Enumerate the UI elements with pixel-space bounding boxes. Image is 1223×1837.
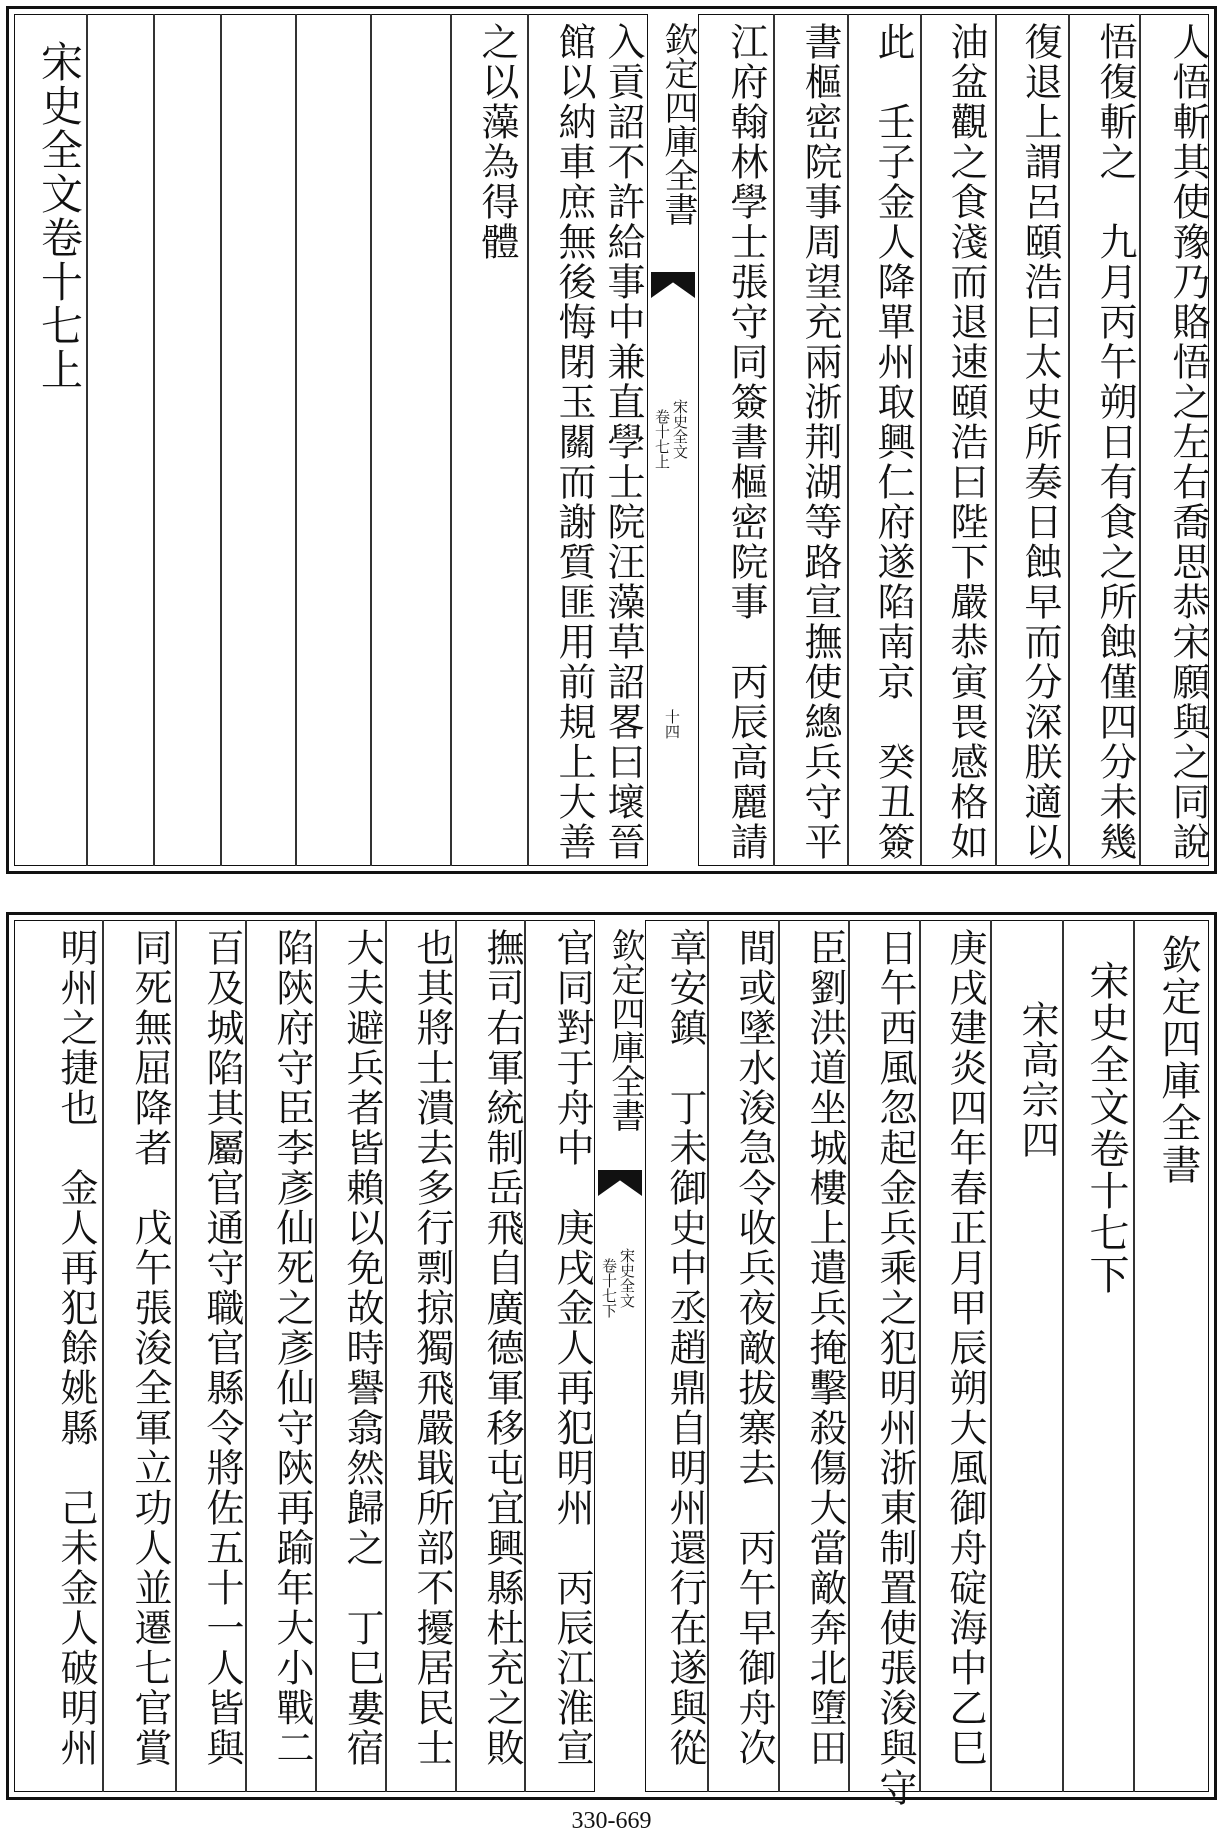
column-rule	[707, 920, 709, 1792]
centre-header: 欽定四庫全書	[605, 928, 645, 1132]
column-rule	[995, 14, 997, 866]
text-column: 庚戌建炎四年春正月甲辰朔大風御舟碇海中乙巳	[943, 928, 987, 1768]
column-rule	[527, 14, 529, 866]
text-column: 百及城陷其屬官通守職官縣令將佐五十一人皆與	[200, 928, 244, 1768]
column-rule	[245, 920, 247, 1792]
fishtail-ornament	[598, 1170, 642, 1196]
text-column: 書樞密院事周望充兩浙荆湖等路宣撫使總兵守平	[798, 22, 842, 862]
volume-title: 宋史全文卷十七下	[1083, 960, 1129, 1296]
column-rule	[847, 14, 849, 866]
column-rule	[455, 920, 457, 1792]
column-rule	[1062, 920, 1064, 1792]
column-rule	[370, 14, 372, 866]
bottom-page	[0, 890, 1223, 1808]
centre-book-title: 宋史全文	[671, 399, 689, 459]
text-column: 官同對于舟中 庚戌金人再犯明州 丙辰江淮宣	[550, 928, 594, 1768]
text-column: 間或墜水浚急令收兵夜敵拔寨去 丙午早御舟次	[732, 928, 776, 1768]
text-column: 人悟斬其使豫乃賂悟之左右喬思恭宋願與之同說	[1166, 22, 1210, 862]
column-rule	[524, 920, 526, 1792]
centre-volume: 卷十七上	[653, 409, 671, 469]
text-column: 陷陝府守臣李彥仙死之彥仙守陝再踰年大小戰二	[270, 928, 314, 1768]
column-rule	[102, 920, 104, 1792]
top-page	[0, 0, 1223, 880]
text-column: 日午西風忽起金兵乘之犯明州浙東制置使張浚與守	[873, 928, 917, 1808]
text-column: 撫司右軍統制岳飛自廣德軍移屯宜興縣杜充之敗	[480, 928, 524, 1768]
column-rule	[153, 14, 155, 866]
column-rule	[450, 14, 452, 866]
reign-title: 宋高宗四	[1015, 1000, 1059, 1160]
text-column: 油盆觀之食淺而退速頤浩曰陛下嚴恭寅畏感格如	[944, 22, 988, 862]
column-rule	[220, 14, 222, 866]
column-rule	[919, 920, 921, 1792]
fishtail-ornament	[651, 272, 695, 298]
page-header: 欽定四庫全書	[1155, 934, 1201, 1186]
column-rule	[1068, 14, 1070, 866]
column-rule	[385, 920, 387, 1792]
text-column: 也其將士潰去多行剽掠獨飛嚴戢所部不擾居民士	[410, 928, 454, 1768]
centre-book-title: 宋史全文	[618, 1248, 636, 1308]
column-rule	[848, 920, 850, 1792]
column-rule	[175, 920, 177, 1792]
text-column: 入貢詔不許給事中兼直學士院汪藻草詔畧曰壞晉	[601, 22, 645, 862]
column-rule	[773, 14, 775, 866]
column-rule	[1139, 14, 1141, 866]
column-rule	[778, 920, 780, 1792]
text-column: 臣劉洪道坐城樓上遣兵掩擊殺傷大當敵奔北墮田	[803, 928, 847, 1768]
text-column: 之以藻為得體	[475, 22, 519, 262]
column-rule	[990, 920, 992, 1792]
page-number: 330-669	[571, 1808, 652, 1834]
text-column: 此 壬子金人降單州取興仁府遂陷南京 癸丑簽	[871, 22, 915, 862]
centre-volume: 卷十七下	[600, 1258, 618, 1318]
top-centre-fold	[647, 14, 699, 866]
column-rule	[920, 14, 922, 866]
text-column: 館以納車庶無後悔閉玉關而謝質匪用前規上大善	[552, 22, 596, 862]
text-column: 同死無屈降者 戊午張浚全軍立功人並遷七官賞	[128, 928, 172, 1768]
text-column: 復退上謂呂頤浩曰太史所奏日蝕早而分深朕適以	[1018, 22, 1062, 862]
top-margin-title: 宋史全文卷十七上	[35, 40, 84, 392]
centre-folio: 十四	[663, 709, 681, 739]
bottom-centre-fold	[594, 920, 646, 1792]
column-rule	[1133, 920, 1135, 1792]
text-column: 明州之捷也 金人再犯餘姚縣 己未金人破明州	[54, 928, 98, 1768]
centre-header: 欽定四庫全書	[658, 22, 698, 226]
column-rule	[86, 14, 88, 866]
text-column: 章安鎮 丁未御史中丞趙鼎自明州還行在遂與從	[663, 928, 707, 1768]
text-column: 大夫避兵者皆賴以免故時譽翕然歸之 丁巳婁宿	[340, 928, 384, 1768]
text-column: 江府翰林學士張守同簽書樞密院事 丙辰高麗請	[724, 22, 768, 862]
text-column: 悟復斬之 九月丙午朔日有食之所蝕僅四分未幾	[1093, 22, 1137, 862]
column-rule	[295, 14, 297, 866]
column-rule	[315, 920, 317, 1792]
